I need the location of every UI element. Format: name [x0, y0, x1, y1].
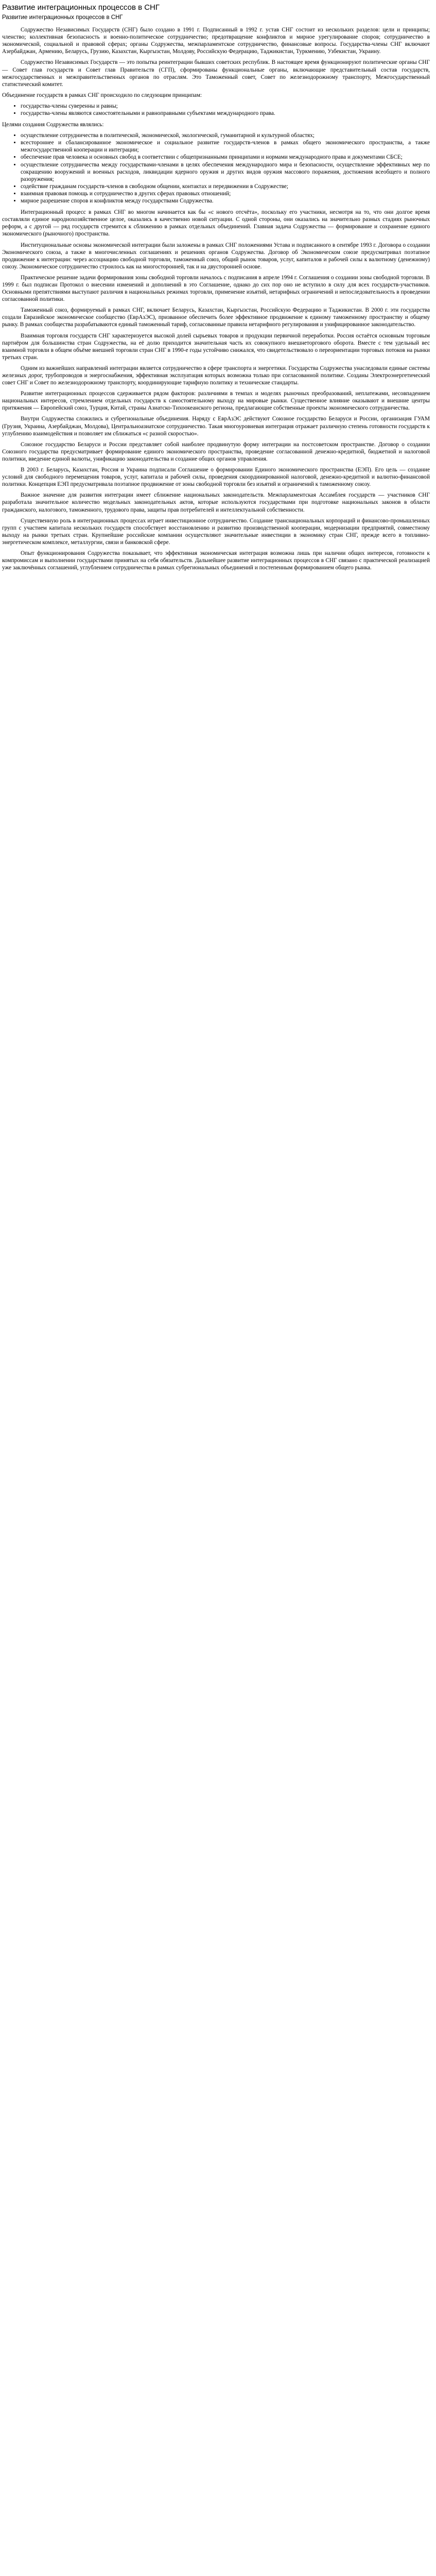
- bullet-list: [2, 103, 430, 117]
- paragraph: Практическое решение задачи формирования зоны свободной торговли началось с подписания в апреле 1994 г. Соглашения о создании зоны свободной торговли. В 1999 г. был подписан Протокол о внесении изменений и дополнений в это Соглашение, однако до сих пор оно не вступило в силу для всех государств-участников. Основными препятствиями выступают различия в национальных режимах торговли, применение изъятий, нетарифных ограничений и непоследовательность в проведении согласованной политики.: [2, 274, 430, 303]
- paragraph: Союзное государство Беларуси и России представляет собой наиболее продвинутую форму интеграции на постсоветском пространстве. Договор о создании Союзного государства предусматривает формирование единого экономического пространства, проведение согласованной денежно-кредитной, бюджетной и налоговой политики, введение единой валюты, унификацию законодательства и создание общих органов управления.: [2, 441, 430, 462]
- list-item: • всестороннее и сбалансированное экономическое и социальное развитие государств-членов в рамках общего экономического пространства, а также межгосударственной кооперации и интеграции;: [21, 139, 430, 154]
- paragraph: Существенную роль в интеграционных процессах играет инвестиционное сотрудничество. Создание транснациональных корпораций и финансово-промышленных групп с участием капитала нескольких государств способствует восстановлению и развитию производственной кооперации, модернизации предприятий, совместному выходу на рынки третьих стран. Крупнейшие российские компании осуществляют значительные инвестиции в экономику стран СНГ, прежде всего в топливно-энергетическом комплексе, металлургии, связи и банковской сфере.: [2, 517, 430, 546]
- list-item: • государства-члены суверенны и равны;: [21, 103, 430, 110]
- paragraph: Содружество Независимых Государств (СНГ) было создано в 1991 г. Подписанный в 1992 г. устав СНГ состоит из нескольких разделов: цели и принципы; членство; коллективная безопасность и военно-политическое сотрудничество; предотвращение конфликтов и мирное урегулирование споров; сотрудничество в экономической, социальной и правовой сферах; органы Содружества, межпарламентское сотрудничество, финансовые вопросы. Государства-члены СНГ включают Азербайджан, Армению, Беларусь, Грузию, Казахстан, Кыргызстан, Молдову, Российскую Федерацию, Таджикистан, Туркмению, Узбекистан, Украину.: [2, 27, 430, 55]
- page-subtitle: Развитие интеграционных процессов в СНГ: [2, 14, 123, 21]
- page-title: Развитие интеграционных процессов в СНГ: [2, 3, 160, 12]
- paragraph: Таможенный союз, формируемый в рамках СНГ, включает Беларусь, Казахстан, Кыргызстан, Российскую Федерацию и Таджикистан. В 2000 г. эти государства создали Евразийское экономическое сообщество (ЕврАзЭС), призванное обеспечить более эффективное продвижение к единому таможенному пространству и общему рынку. В рамках сообщества разрабатываются единый таможенный тариф, согласованные правила нетарифного регулирования и унифицированное законодательство.: [2, 307, 430, 328]
- paragraph: Взаимная торговля государств СНГ характеризуется высокой долей сырьевых товаров и продукции первичной переработки. Россия остаётся основным торговым партнёром для большинства стран Содружества, на её долю приходится значительная часть их совокупного внешнеторгового оборота. Вместе с тем удельный вес взаимной торговли в общем объёме внешней торговли стран СНГ в 1990-е годы устойчиво снижался, что свидетельствовало о переориентации торговых потоков на рынки третьих стран.: [2, 332, 430, 361]
- paragraph: Содружество Независимых Государств — это попытка реинтеграции бывших советских республик. В настоящее время функционируют политические органы СНГ — Совет глав государств и Совет глав Правительств (СГП), сформированы функциональные органы, включающие представительный состав государств, межгосударственных и межправительственных органов по отраслям. Это Таможенный совет, Совет по железнодорожному транспорту, Межгосударственный статистический комитет.: [2, 59, 430, 88]
- list-item: • содействие гражданам государств-членов в свободном общении, контактах и передвижении в Содружестве;: [21, 183, 430, 190]
- paragraph: Внутри Содружества сложились и субрегиональные объединения. Наряду с ЕврАзЭС действуют Союзное государство Беларуси и России, организация ГУАМ (Грузия, Украина, Азербайджан, Молдова), Центральноазиатское сотрудничество. Такая многоуровневая интеграция отражает различную степень готовности государств к углублению взаимодействия и позволяет им сближаться «с разной скоростью».: [2, 416, 430, 437]
- paragraph: Одним из важнейших направлений интеграции является сотрудничество в сфере транспорта и энергетики. Государства Содружества унаследовали единые системы железных дорог, трубопроводов и энергоснабжения, эффективная эксплуатация которых возможна только при согласованной политике. Созданы Электроэнергетический совет СНГ и Совет по железнодорожному транспорту, координирующие тарифную политику и технические стандарты.: [2, 365, 430, 386]
- paragraph: Важное значение для развития интеграции имеет сближение национальных законодательств. Межпарламентская Ассамблея государств — участников СНГ разработала значительное количество модельных законодательных актов, которые используются государствами при подготовке национальных законов в области гражданского, налогового, таможенного, трудового права, защиты прав потребителей и интеллектуальной собственности.: [2, 492, 430, 513]
- list-item: • мирное разрешение споров и конфликтов между государствами Содружества.: [21, 197, 430, 205]
- list-item: • взаимная правовая помощь и сотрудничество в других сферах правовых отношений;: [21, 190, 430, 197]
- paragraph: Институциональные основы экономической интеграции были заложены в рамках СНГ положениями Устава и подписанного в сентябре 1993 г. Договора о создании Экономического союза, а также в многочисленных соглашениях и решениях органов Содружества. Договор об Экономическом союзе предусматривал поэтапное продвижение к интеграции: через ассоциацию свободной торговли, таможенный союз, общий рынок товаров, услуг, капиталов и рабочей силы к валютному (денежному) союзу. Экономическое сотрудничество строилось как на многосторонней, так и на двусторонней основе.: [2, 242, 430, 270]
- article-body: [2, 26, 430, 571]
- list-item: • государства-члены являются самостоятельными и равноправными субъектами международного права.: [21, 110, 430, 117]
- bullet-list: [2, 132, 430, 205]
- paragraph: Объединение государств в рамках СНГ происходило по следующим принципам:: [2, 92, 202, 98]
- paragraph: Опыт функционирования Содружества показывает, что эффективная экономическая интеграция возможна лишь при наличии общих интересов, готовности к компромиссам и выполнении государствами принятых на себя обязательств. Дальнейшее развитие интеграционных процессов в СНГ связано с практической реализацией уже заключённых соглашений, углублением сотрудничества в рамках субрегиональных объединений и постепенным формированием общего рынка.: [2, 550, 430, 571]
- list-item: • осуществление сотрудничества в политической, экономической, экологической, гуманитарной и культурной областях;: [21, 132, 430, 139]
- paragraph: Целями создания Содружества являлись:: [2, 122, 104, 128]
- list-item: • осуществление сотрудничества между государствами-членами в целях обеспечения международного мира и безопасности, осуществление эффективных мер по сокращению вооружений и военных расходов, ликвидации ядерного оружия и других видов оружия массового поражения, достижения всеобщего и полного разоружения;: [21, 161, 430, 183]
- paragraph: В 2003 г. Беларусь, Казахстан, Россия и Украина подписали Соглашение о формировании Единого экономического пространства (ЕЭП). Его цель — создание условий для свободного перемещения товаров, услуг, капитала и рабочей силы, проведения скоординированной налоговой, денежно-кредитной и валютно-финансовой политики. Концепция ЕЭП предусматривала поэтапное продвижение от зоны свободной торговли без изъятий и ограничений к таможенному союзу.: [2, 467, 430, 488]
- paragraph: Интеграционный процесс в рамках СНГ во многом начинается как бы «с нового отсчёта», поскольку его участники, несмотря на то, что они долгое время составляли единое народнохозяйственное целое, оказались в качественно новой ситуации. С одной стороны, они оказались на значительно разных стадиях рыночных реформ, а с другой — ряд государств стремится к сближению в рамках отдельных объединений. Главная задача Содружества — формирование и сохранение единого экономического (рыночного) пространства.: [2, 209, 430, 238]
- list-item: • обеспечение прав человека и основных свобод в соответствии с общепризнанными принципами и нормами международного права и документами СБСЕ;: [21, 154, 430, 161]
- paragraph: Развитие интеграционных процессов сдерживается рядом факторов: различиями в темпах и моделях рыночных преобразований, неплатежами, несовпадением национальных интересов, стремлением отдельных государств к самостоятельному выходу на мировые рынки. Существенное влияние оказывают и внешние центры притяжения — Европейский союз, Турция, Китай, страны Азиатско-Тихоокеанского региона, предлагающие собственные проекты экономического сотрудничества.: [2, 391, 430, 412]
